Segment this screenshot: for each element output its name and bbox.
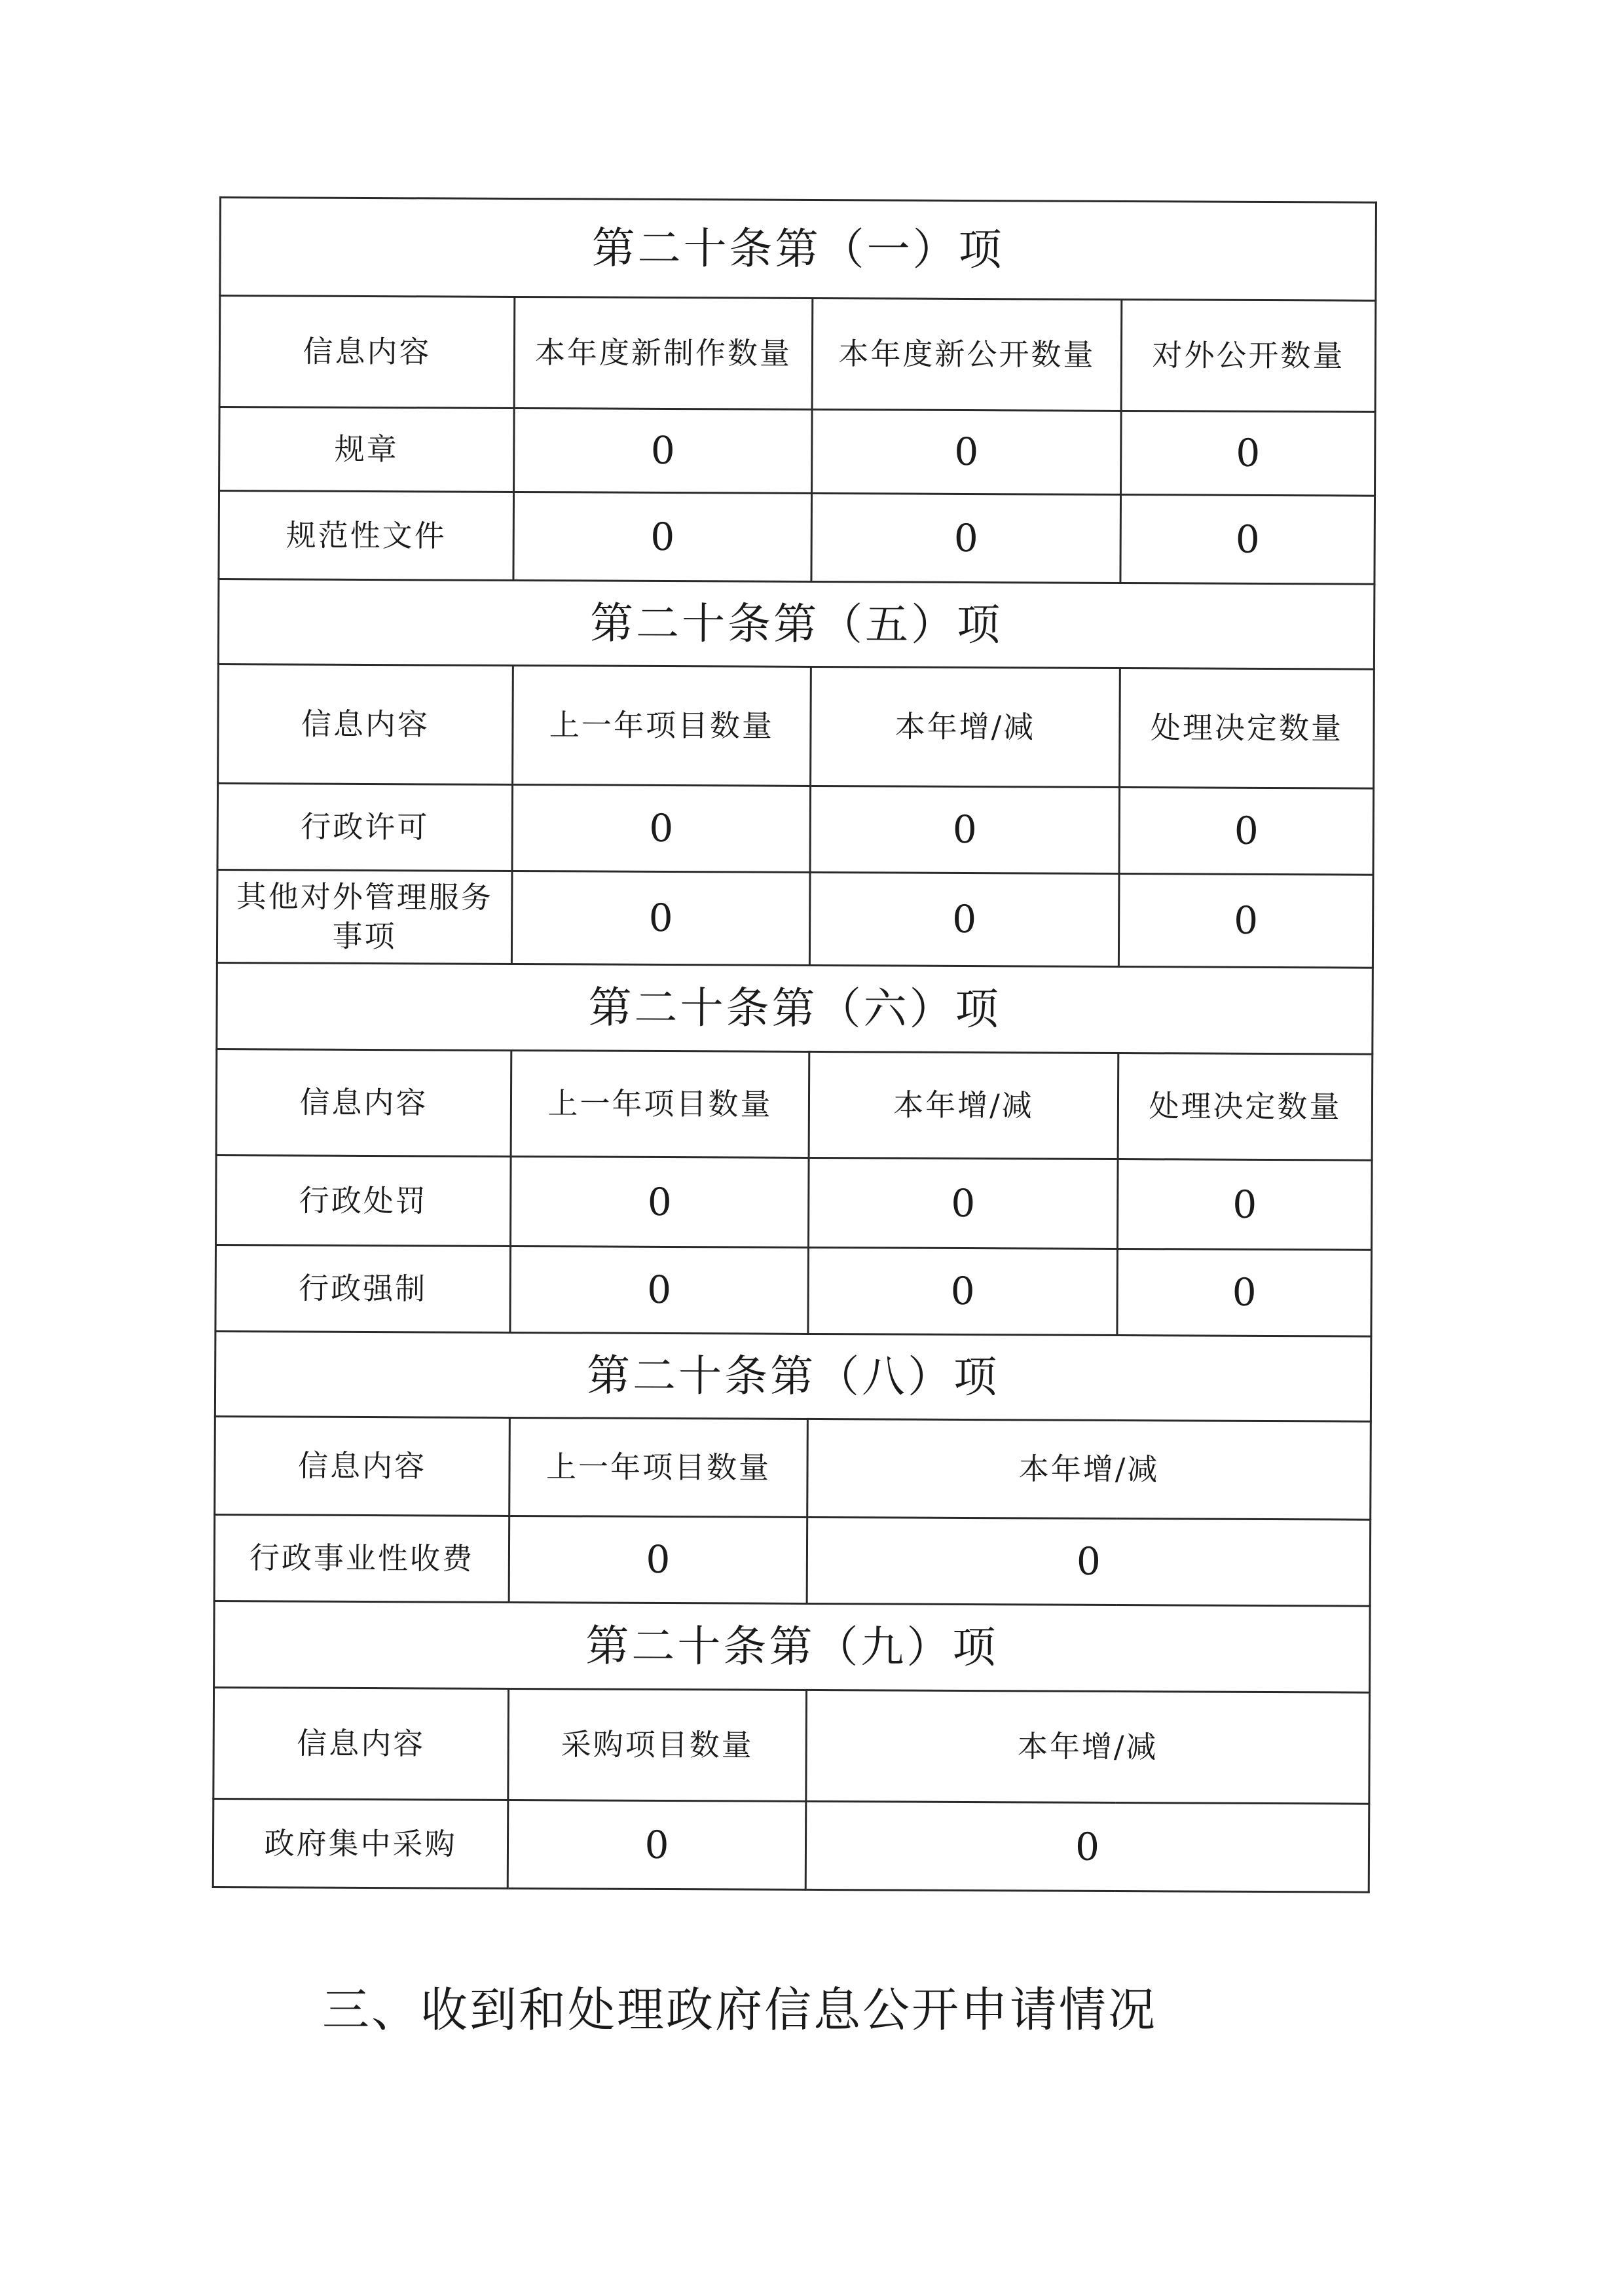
section-title-row [220,198,1376,301]
header-row [213,1687,1370,1804]
value-cell: 0 [810,786,1120,873]
section-title: 第二十条第（五）项 [218,579,1375,670]
value-cell: 0 [507,1800,806,1889]
value-cell: 0 [509,1516,807,1603]
header-cell: 本年增/减 [807,1419,1371,1520]
header-cell: 信息内容 [215,1416,510,1516]
header-cell: 处理决定数量 [1120,668,1375,789]
section-title: 第二十条第（一）项 [220,198,1376,301]
section-title-row [217,962,1373,1054]
section-title-row [218,579,1375,670]
value-cell: 0 [807,1517,1371,1606]
value-cell: 0 [511,1156,809,1247]
row-label: 规章 [219,407,515,492]
section-title-row [215,1331,1371,1421]
value-cell: 0 [1119,788,1374,875]
table-row [217,869,1373,968]
value-cell: 0 [809,872,1119,966]
value-cell: 0 [808,1247,1118,1335]
table-row [214,1514,1371,1606]
row-label: 行政处罚 [216,1155,511,1246]
table-row [217,783,1374,875]
header-row [219,296,1376,412]
value-cell: 0 [811,493,1121,583]
section-heading: 三、收到和处理政府信息公开申请情况 [322,1982,1158,2037]
value-cell: 0 [1117,1159,1372,1250]
header-cell: 上一年项目数量 [509,1417,808,1517]
value-cell: 0 [510,1246,809,1334]
table-row [219,491,1375,585]
header-cell: 信息内容 [219,296,515,409]
value-cell: 0 [512,784,811,872]
section-title-row [214,1601,1371,1692]
header-cell: 信息内容 [213,1687,509,1800]
header-cell: 采购项目数量 [508,1688,807,1801]
header-cell: 上一年项目数量 [511,1050,809,1157]
header-cell: 本年度新制作数量 [514,297,813,409]
header-cell: 本年增/减 [811,666,1120,787]
row-label: 规范性文件 [219,491,514,581]
value-cell: 0 [1121,411,1376,496]
header-cell: 信息内容 [218,664,513,784]
header-cell: 上一年项目数量 [513,665,811,786]
table-row [215,1245,1372,1336]
value-cell: 0 [805,1801,1369,1892]
value-cell: 0 [514,408,813,493]
header-row [218,664,1375,788]
table-row [213,1798,1369,1892]
value-cell: 0 [809,1157,1118,1248]
header-cell: 信息内容 [216,1049,511,1156]
header-cell: 本年增/减 [806,1690,1370,1804]
section-title: 第二十条第（九）项 [214,1601,1371,1692]
header-row [215,1416,1371,1520]
row-label: 行政许可 [217,783,513,871]
header-cell: 本年度新公开数量 [812,298,1122,410]
row-label: 行政强制 [215,1245,511,1332]
value-cell: 0 [511,871,810,965]
disclosure-table [212,196,1377,1893]
table-row [219,407,1376,496]
table-row [216,1155,1373,1250]
section-title: 第二十条第（八）项 [215,1331,1371,1421]
header-cell: 对外公开数量 [1121,300,1376,412]
row-label: 行政事业性收费 [214,1514,509,1602]
value-cell: 0 [812,409,1122,494]
value-cell: 0 [1117,1248,1372,1336]
row-label: 政府集中采购 [213,1798,508,1888]
header-cell: 处理决定数量 [1118,1053,1373,1161]
header-cell: 本年增/减 [809,1051,1118,1159]
value-cell: 0 [1118,874,1373,968]
row-label: 其他对外管理服务事项 [217,869,512,964]
header-row [216,1049,1373,1160]
value-cell: 0 [513,492,812,581]
value-cell: 0 [1120,495,1375,585]
section-title: 第二十条第（六）项 [217,962,1373,1054]
